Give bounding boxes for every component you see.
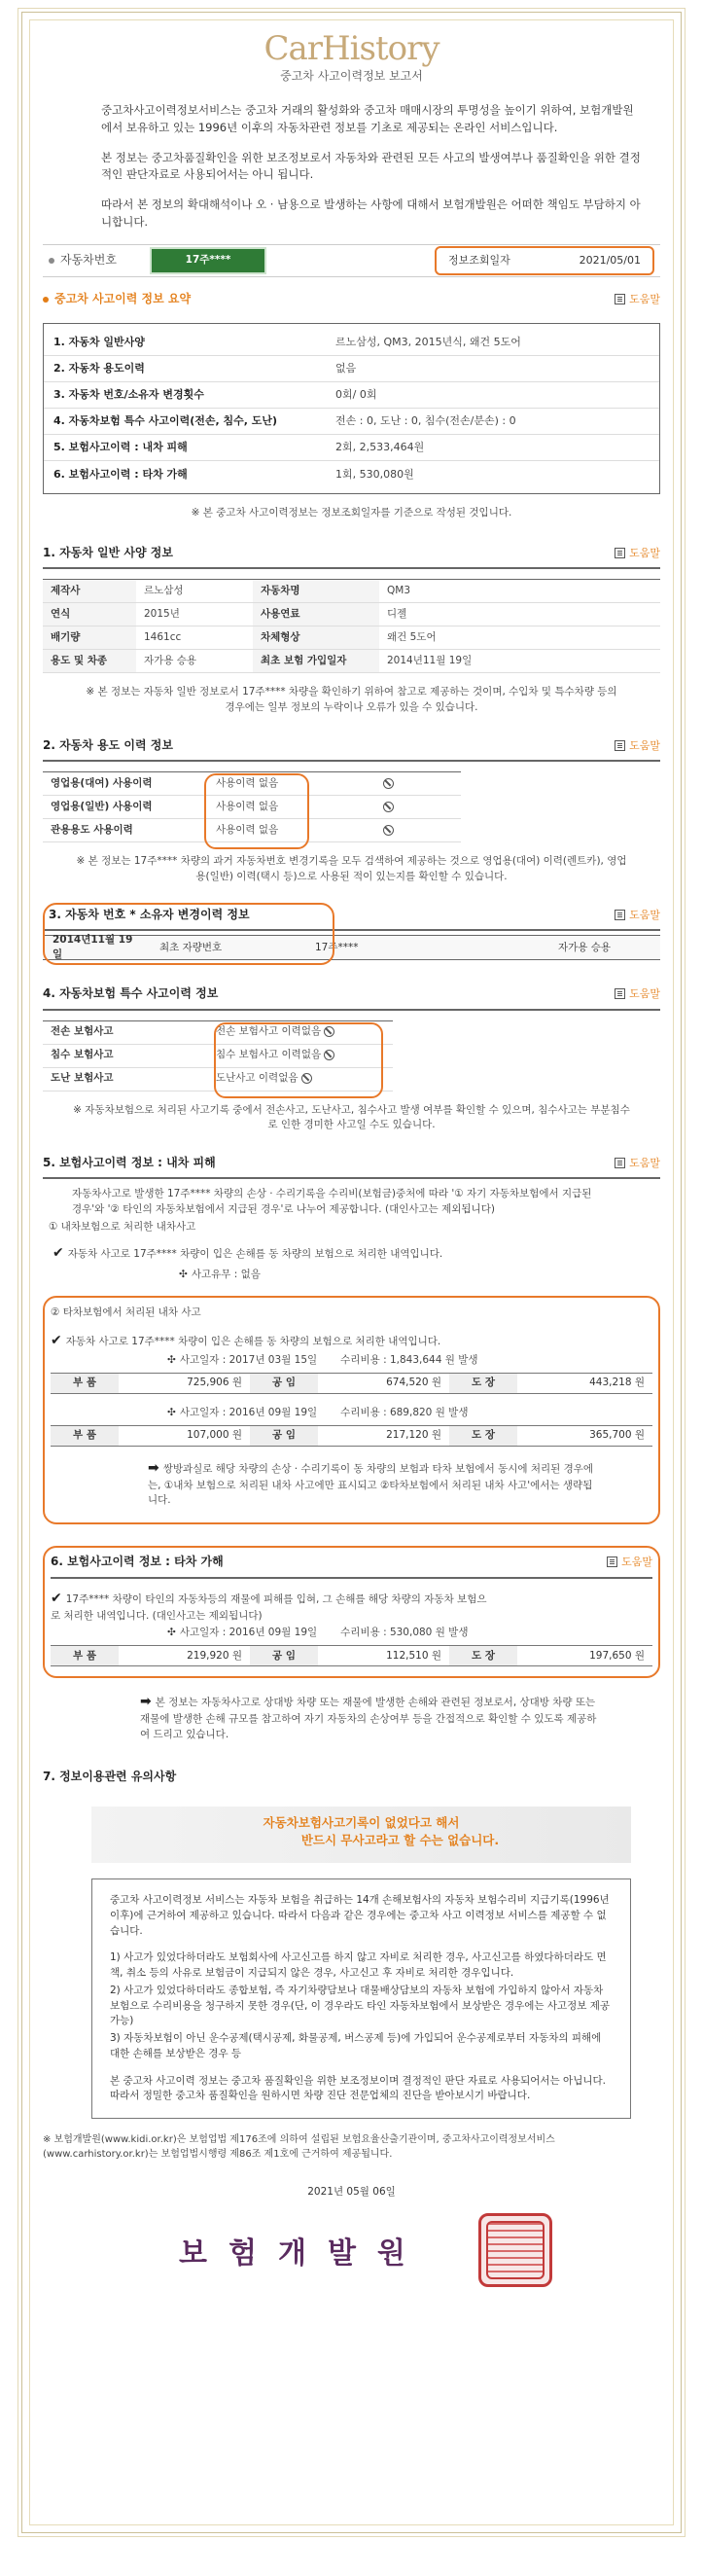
help-link[interactable]: 도움말 (615, 738, 660, 754)
table-row: 영업용(일반) 사용이력 사용이력 없음 (43, 796, 461, 819)
summary-row: 2. 자동차 용도이력 없음 (44, 356, 659, 382)
check-icon: ✔ (51, 1333, 62, 1349)
spec-note: ※ 본 정보는 자동차 일반 정보로서 17주**** 차량을 확인하기 위하여 참고로 제공하는 것이며, 수입차 및 특수차량 등의 경우에는 일부 정보의 누락이나 오류가 있을 수 있습니다. (86, 686, 617, 714)
help-link[interactable]: 도움말 (615, 986, 660, 1002)
intro-paragraph: 따라서 본 정보의 확대해석이나 오 · 남용으로 발생하는 사항에 대해서 보험개발원은 어떠한 책임도 부담하지 아니합니다. (101, 197, 641, 229)
owner-section-title: 3. 자동차 번호 * 소유자 변경이력 정보 도움말 (43, 907, 660, 931)
summary-row: 3. 자동차 번호/소유자 변경횟수 0회/ 0회 (44, 382, 659, 409)
caution-notice-box: 중고차 사고이력정보 서비스는 자동차 보험을 취급하는 14개 손해보험사의 자동차 보험수리비 지급기록(1996년 이후)에 근거하여 제공하고 있습니다. 따라서 다음과 같은 경우에는 중고차 사고 이력정보 서비스를 제공할 수 없습니다. 1) 사고가 있었다하더라도 보험회사에 사고신고를 하지 않고 자비로 처리한 경우, 사고신고를 하였다하더라도 면책, 취소 등의 사유로 보험금이 지급되지 않은 경우, 사고신고 후 자비로 처리한 경우입니다. 2) 사고가 있었다하더라도 종합보험, 즉 자기차량담보나 대물배상담보의 자동차 보험에 가입하지 않아서 자동차 보험으로 수리비용을 청구하지 못한 경우(단, 이 경우라도 타인 자동차보험에서 보상받은 경우에는 사고정보 제공 가능) 3) 자동차보험이 아닌 운수공제(택시공제, 화물공제, 버스공제 등)에 가입되어 운수공제로부터 자동차의 피해에 대한 손해를 보상받은 경우 등 본 중고차 사고이력 정보는 중고차 품질확인을 위한 보조정보이며 결정적인 판단 자료로 사용되어서는 아닙니다. 따라서 정밀한 중고차 품질확인을 원하시면 차량 진단 전문업체의 진단을 받아보시기 바랍니다. (91, 1878, 631, 2119)
bullet-icon (43, 297, 49, 303)
car-number-plate: 17주**** (150, 247, 266, 273)
summary-table (43, 323, 660, 494)
none-icon (383, 802, 394, 812)
check-icon: ✔ (51, 1590, 62, 1606)
report-content: CarHistory 중고차 사고이력정보 보고서 중고차사고이력정보서비스는 중고차 거래의 활성화와 중고차 매매시장의 투명성을 높이기 위하여, 보험개발원에서 보유하고 있는 1996년 이후의 자동차관련 정보를 기초로 제공되는 온라인 서비스입니다. 본 정보는 중고차품질확인을 위한 보조정보로서 자동차와 관련된 모든 사고의 발생여부나 품질확인을 위한 결정적인 판단자료로 사용되어서는 아니 됩니다. 따라서 본 정보의 확대해석이나 오 · 남용으로 발생하는 사항에 대해서 보험개발원은 어떠한 책임도 부담하지 아니합니다. 자동차번호 17주**** 정보조회일자 2021/05/01 중고차 사고이력 정보 요약 도움말 1. 자동차 일반사양 르노삼성, QM3, 2015년식, 왜건 5도어 2. 자동차 용도이력 없음 3. 자동차 번호/소유자 변경횟수 0회/ 0회 4. 자동차보험 특수 사고이력(전손, 침수, 도난) 전손 : 0, 도난 : 0, 침수(전손/분손) : 0 5. 보험사고이력 : 내차 피해 2회, 2,533,464원 6. 보험사고이력 : 타차 가해 1회, 530,080원 ※ 본 중고차 사고이력정보는 정보조회일자를 기준으로 작성된 것입니다. 1. 자동차 일반 사양 정보 도움말 제작사 르노삼성 자동차명 QM3 연식 2015년 사용연료 디젤 배기량 1461cc 차체형상 왜건 5도어 용도 및 차종 자가용 승용 최초 보험 가입일자 2014년11월 19일 ※ 본 정보는 자동차 일반 정보로서 17주**** 차량을 확인하기 위하여 참고로 제공하는 것이며, 수입차 및 특수차량 등의 경우에는 일부 정보의 누락이나 오류가 있을 수 있습니다. 2. 자동차 용도 이력 정보 도움말 영업용(대여) 사용이력 사용이력 없음 영업용(일반) 사용이력 사용이력 없음 관용용도 사용이력 사용이력 없음 ※ 본 정보는 17주**** 차량의 과거 자동차번호 변경기록을 모두 검색하여 제공하는 것으로 영업용(대여) 이력(렌트카), 영업용(일반) 이력(택시 등)으로 사용된 적이 있는지를 확인할 수 있습니다. 3. 자동차 번호 * 소유자 변경이력 정보 도움말 2014년11월 19일 최초 자량번호 17주**** 자가용 승용 4. 자동차보험 특수 사고이력 정보 도움말 전손 보험사고 전손 보험사고 이력없음 침수 보험사고 침수 보험사고 이력없음 도난 보험사고 도난사고 이력없음 ※ 자동차보험으로 처리된 사고기록 중에서 전손사고, 도난사고, 침수사고 발생 여부를 확인할 수 있으며, 침수사고는 부분침수로 인한 경미한 사고일 수도 있습니다. 5. 보험사고이력 정보 : 내차 피해 도움말 자동차사고로 발생한 17주**** 차량의 손상 · 수리기록을 수리비(보험금)중처에 따라 '① 자기 자동차보험에서 지급된 경우'와 '② 타인의 자동차보험에서 지급된 경우'로 나누어 제공합니다. (대인사고는 제외됩니다) ① 내차보험으로 처리한 내차사고 ✔ 자동차 사고로 17주**** 차량이 입은 손해를 동 차량의 보험으로 처리한 내역입니다. ✣ 사고유무 : 없음 ② 타차보험에서 처리된 내차 사고 ✔ 자동차 사고로 17주**** 차량이 입은 손해를 동 차량의 보험으로 처리한 내역입니다. ✣ 사고일자 : 2017년 03월 15일 수리비용 : 1,843,644 원 발생 부 품 725,906 원 공 임 674,520 원 도 장 443,218 원 ✣ 사고일자 : 2016년 09월 19일 수리비용 : 689,820 원 발생 부 품 107,000 원 공 임 217,120 원 도 장 365,700 원 ➡ 쌍방과실로 해당 차량의 손상 · 수리기록이 동 차량의 보험과 타차 보험에서 동시에 처리된 경우에는, ①내차 보험으로 처리된 내차 사고에만 표시되고 ②타차보험에서 처리된 내차 사고'에서는 생략됩니다. 6. 보험사고이력 정보 : 타차 가해 도움말 ✔ 17주**** 차량이 타인의 자동차등의 재물에 피해를 입혀, 그 손해를 해당 차량의 자동차 보험으로 처리한 내역입니다. (대인사고는 제외됩니다) ✣ 사고일자 : 2016년 09월 19일 수리비용 : 530,080 원 발생 부 품 219,920 원 공 임 112,510 원 도 장 197,650 원 ➡ 본 정보는 자동차사고로 상대방 차량 또는 재물에 발생한 손해와 관련된 정보로서, 상대방 차량 또는 재물에 발생한 손해 규모를 참고하여 자기 자동차의 손상여부 등을 간접적으로 확인할 수 있도록 제공하여 드리고 있습니다. 7. 정보이용관련 유의사항 자동차보험사고기록이 없었다고 해서 반드시 무사고라고 할 수는 없습니다. 중고차 사고이력정보 서비스는 자동차 보험을 취급하는 14개 손해보험사의 자동차 보험수리비 지급기록(1996년 이후)에 근거하여 제공하고 있습니다. 따라서 다음과 같은 경우에는 중고차 사고 이력정보 서비스를 제공할 수 없습니다. 1) 사고가 있었다하더라도 보험회사에 사고신고를 하지 않고 자비로 처리한 경우, 사고신고를 하였다하더라도 면책, 취소 등의 사유로 보험금이 지급되지 않은 경우, 사고신고 후 자비로 처리한 경우입니다. 2) 사고가 있었다하더라도 종합보험, 즉 자기차량담보나 대물배상담보의 자동차 보험에 가입하지 않아서 자동차 보험으로 수리비용을 청구하지 못한 경우(단, 이 경우라도 타인 자동차보험에서 보상받은 경우에는 사고정보 제공 가능) 3) 자동차보험이 아닌 운수공제(택시공제, 화물공제, 버스공제 등)에 가입되어 운수공제로부터 자동차의 피해에 대한 손해를 보상받은 경우 등 본 중고차 사고이력 정보는 중고차 품질확인을 위한 보조정보이며 결정적인 판단 자료로 사용되어서는 아닙니다. 따라서 정밀한 중고차 품질확인을 원하시면 차량 진단 전문업체의 진단을 받아보시기 바랍니다. ※ 보험개발원(www.kidi.or.kr)은 보험업법 제176조에 의하여 설립된 보험요율산출기관이며, 중고차사고이력정보서비스(www.carhistory.or.kr)는 보험업법시행령 제86조 제1호에 근거하여 제공됩니다. 2021년 05월 06일 보험개발원 (43, 23, 660, 2291)
table-row: 영업용(대여) 사용이력 사용이력 없음 (43, 772, 461, 796)
usage-note: ※ 본 정보는 17주**** 차량의 과거 자동차번호 변경기록을 모두 검색하여 제공하는 것으로 영업용(대여) 이력(렌트카), 영업용(일반) 이력(택시 등)으로 사용된 적이 있는지를 확인할 수 있습니다. (76, 855, 627, 883)
footer-note: ※ 보험개발원(www.kidi.or.kr)은 보험업법 제176조에 의하여 설립된 보험요율산출기관이며, 중고차사고이력정보서비스(www.carhistory.or.kr)는 보험업법시행령 제86조 제1호에 근거하여 제공됩니다. (43, 2134, 555, 2161)
table-row: 제작사 르노삼성 자동차명 QM3 (43, 580, 660, 603)
inquiry-date-box (435, 246, 654, 275)
summary-row: 1. 자동차 일반사양 르노삼성, QM3, 2015년식, 왜건 5도어 (44, 330, 659, 356)
highlight-box (43, 903, 334, 965)
check-icon: ✔ (53, 1244, 64, 1261)
cross-icon: ✣ (167, 1627, 176, 1639)
help-link[interactable]: 도움말 (615, 908, 660, 923)
bullet-icon (49, 258, 54, 264)
special-note: ※ 자동차보험으로 처리된 사고기록 중에서 전손사고, 도난사고, 침수사고 발생 여부를 확인할 수 있으며, 침수사고는 부분침수로 인한 경미한 사고일 수도 있습니다. (73, 1103, 630, 1131)
summary-row: 4. 자동차보험 특수 사고이력(전손, 침수, 도난) 전손 : 0, 도난 : 0, 침수(전손/분손) : 0 (44, 409, 659, 435)
cross-icon: ✣ (167, 1406, 176, 1418)
table-row: 침수 보험사고 침수 보험사고 이력없음 (43, 1044, 393, 1067)
organization-name: 보험개발원 (179, 2236, 427, 2272)
table-row: 배기량 1461cc 차체형상 왜건 5도어 (43, 626, 660, 650)
inquiry-date-label: 정보조회일자 (448, 253, 510, 267)
special-section-title: 4. 자동차보험 특수 사고이력 정보 도움말 (43, 985, 660, 1010)
report-subtitle: 중고차 사고이력정보 보고서 (280, 69, 423, 83)
cost-row: 부 품 107,000 원 공 임 217,120 원 도 장 365,700 원 (51, 1425, 652, 1447)
caution-section-title: 7. 정보이용관련 유의사항 (43, 1769, 177, 1783)
help-icon (615, 294, 625, 304)
mycar-section-title: 5. 보험사고이력 정보 : 내차 피해 도움말 (43, 1155, 660, 1179)
table-row: 용도 및 차종 자가용 승용 최초 보험 가입일자 2014년11월 19일 (43, 650, 660, 673)
intro-text (101, 102, 641, 231)
none-icon (383, 778, 394, 789)
help-icon (615, 740, 625, 751)
accident-header: ✣ 사고일자 : 2016년 09월 19일 수리비용 : 689,820 원 발생 (167, 1406, 652, 1421)
caution-warning: 자동차보험사고기록이 없었다고 해서 반드시 무사고라고 할 수는 없습니다. (91, 1807, 631, 1863)
issue-date: 2021년 05월 06일 (307, 2186, 396, 2199)
car-number-label: 자동차번호 (60, 253, 117, 268)
highlight-oval (204, 773, 309, 849)
owner-history-row: 2014년11월 19일 최초 자량번호 17주**** 자가용 승용 (43, 935, 660, 960)
highlight-box: ② 타차보험에서 처리된 내차 사고 ✔ 자동차 사고로 17주**** 차량이 입은 손해를 동 차량의 보험으로 처리한 내역입니다. ✣ 사고일자 : 2017년 03월 15일 수리비용 : 1,843,644 원 발생 부 품 725,906 원 공 임 674,520 원 도 장 443,218 원 ✣ 사고일자 : 2016년 09월 19일 수리비용 : 689,820 원 발생 부 품 107,000 원 공 임 217,120 원 도 장 365,700 원 ➡ 쌍방과실로 해당 차량의 손상 · 수리기록이 동 차량의 보험과 타차 보험에서 동시에 처리된 경우에는, ①내차 보험으로 처리된 내차 사고에만 표시되고 ②타차보험에서 처리된 내차 사고'에서는 생략됩니다. (43, 1296, 660, 1524)
arrow-icon: ➡ (148, 1459, 159, 1476)
othercar-note: 본 정보는 자동차사고로 상대방 차량 또는 재물에 발생한 손해와 관련된 정보로서, 상대방 차량 또는 재물에 발생한 손해 규모를 참고하여 자기 자동차의 손상여부 등을 간접적으로 확인할 수 있도록 제공하여 드리고 있습니다. (140, 1697, 597, 1740)
accident-header: ✣ 사고일자 : 2016년 09월 19일 수리비용 : 530,080 원 발생 (167, 1626, 652, 1641)
table-row: 전손 보험사고 전손 보험사고 이력없음 (43, 1020, 393, 1044)
table-row: 관용용도 사용이력 사용이력 없음 (43, 819, 461, 842)
summary-row: 5. 보험사고이력 : 내차 피해 2회, 2,533,464원 (44, 435, 659, 461)
summary-row: 6. 보험사고이력 : 타차 가해 1회, 530,080원 (53, 467, 414, 481)
mycar-description: 자동차사고로 발생한 17주**** 차량의 손상 · 수리기록을 수리비(보험금)중처에 따라 '① 자기 자동차보험에서 지급된 경우'와 '② 타인의 자동차보험에서 지급된 경우'로 나누어 제공합니다. (대인사고는 제외됩니다) (72, 1188, 592, 1216)
cost-row: 부 품 219,920 원 공 임 112,510 원 도 장 197,650 원 (51, 1645, 652, 1666)
official-seal (478, 2213, 552, 2287)
spec-section-title: 1. 자동차 일반 사양 정보 도움말 (43, 545, 660, 569)
help-link[interactable]: 도움말 (607, 1555, 652, 1570)
cross-icon: ✣ (179, 1268, 188, 1280)
arrow-icon: ➡ (140, 1694, 152, 1710)
intro-paragraph: 중고차사고이력정보서비스는 중고차 거래의 활성화와 중고차 매매시장의 투명성을 높이기 위하여, 보험개발원에서 보유하고 있는 1996년 이후의 자동차관련 정보를 기초로 제공되는 온라인 서비스입니다. (101, 103, 634, 134)
cross-icon: ✣ (167, 1354, 176, 1367)
table-row: 도난 보험사고 도난사고 이력없음 (43, 1067, 393, 1091)
help-icon (607, 1556, 617, 1567)
other-accident-title: ② 타차보험에서 처리된 내차 사고 (51, 1306, 201, 1319)
help-link[interactable]: 도움말 (615, 546, 660, 561)
car-number-row (43, 244, 660, 277)
help-icon (615, 910, 625, 920)
othercar-section-title: 6. 보험사고이력 정보 : 타차 가해 도움말 (51, 1554, 652, 1578)
table-row: 연식 2015년 사용연료 디젤 (43, 603, 660, 626)
mycar-footnote: 쌍방과실로 해당 차량의 손상 · 수리기록이 동 차량의 보험과 타차 보험에서 동시에 처리된 경우에는, ①내차 보험으로 처리된 내차 사고에만 표시되고 ②타차보험에서 처리된 내차 사고'에서는 생략됩니다. (148, 1462, 594, 1507)
help-icon (615, 548, 625, 558)
intro-paragraph: 본 정보는 중고차품질확인을 위한 보조정보로서 자동차와 관련된 모든 사고의 발생여부나 품질확인을 위한 결정적인 판단자료로 사용되어서는 아니 됩니다. (101, 150, 641, 182)
help-icon (615, 1158, 625, 1168)
usage-section-title: 2. 자동차 용도 이력 정보 도움말 (43, 737, 660, 762)
cost-row: 부 품 725,906 원 공 임 674,520 원 도 장 443,218 원 (51, 1373, 652, 1394)
highlight-box: 6. 보험사고이력 정보 : 타차 가해 도움말 ✔ 17주**** 차량이 타인의 자동차등의 재물에 피해를 입혀, 그 손해를 해당 차량의 자동차 보험으로 처리한 내역입니다. (대인사고는 제외됩니다) ✣ 사고일자 : 2016년 09월 19일 수리비용 : 530,080 원 발생 부 품 219,920 원 공 임 112,510 원 도 장 197,650 원 (43, 1546, 660, 1678)
help-icon (615, 988, 625, 999)
help-link[interactable]: 도움말 (615, 292, 660, 307)
own-accident-title: ① 내차보험으로 처리한 내차사고 (49, 1220, 196, 1233)
inquiry-date-value: 2021/05/01 (579, 253, 641, 267)
highlight-oval (214, 1022, 383, 1098)
carhistory-logo: CarHistory (264, 29, 439, 68)
accident-header: ✣ 사고일자 : 2017년 03월 15일 수리비용 : 1,843,644 원 발생 (167, 1353, 652, 1369)
help-link[interactable]: 도움말 (615, 1156, 660, 1171)
none-icon (383, 825, 394, 836)
summary-note: ※ 본 중고차 사고이력정보는 정보조회일자를 기준으로 작성된 것입니다. (191, 507, 512, 519)
summary-section-title: 중고차 사고이력 정보 요약 도움말 (43, 291, 660, 313)
spec-table (43, 579, 660, 673)
